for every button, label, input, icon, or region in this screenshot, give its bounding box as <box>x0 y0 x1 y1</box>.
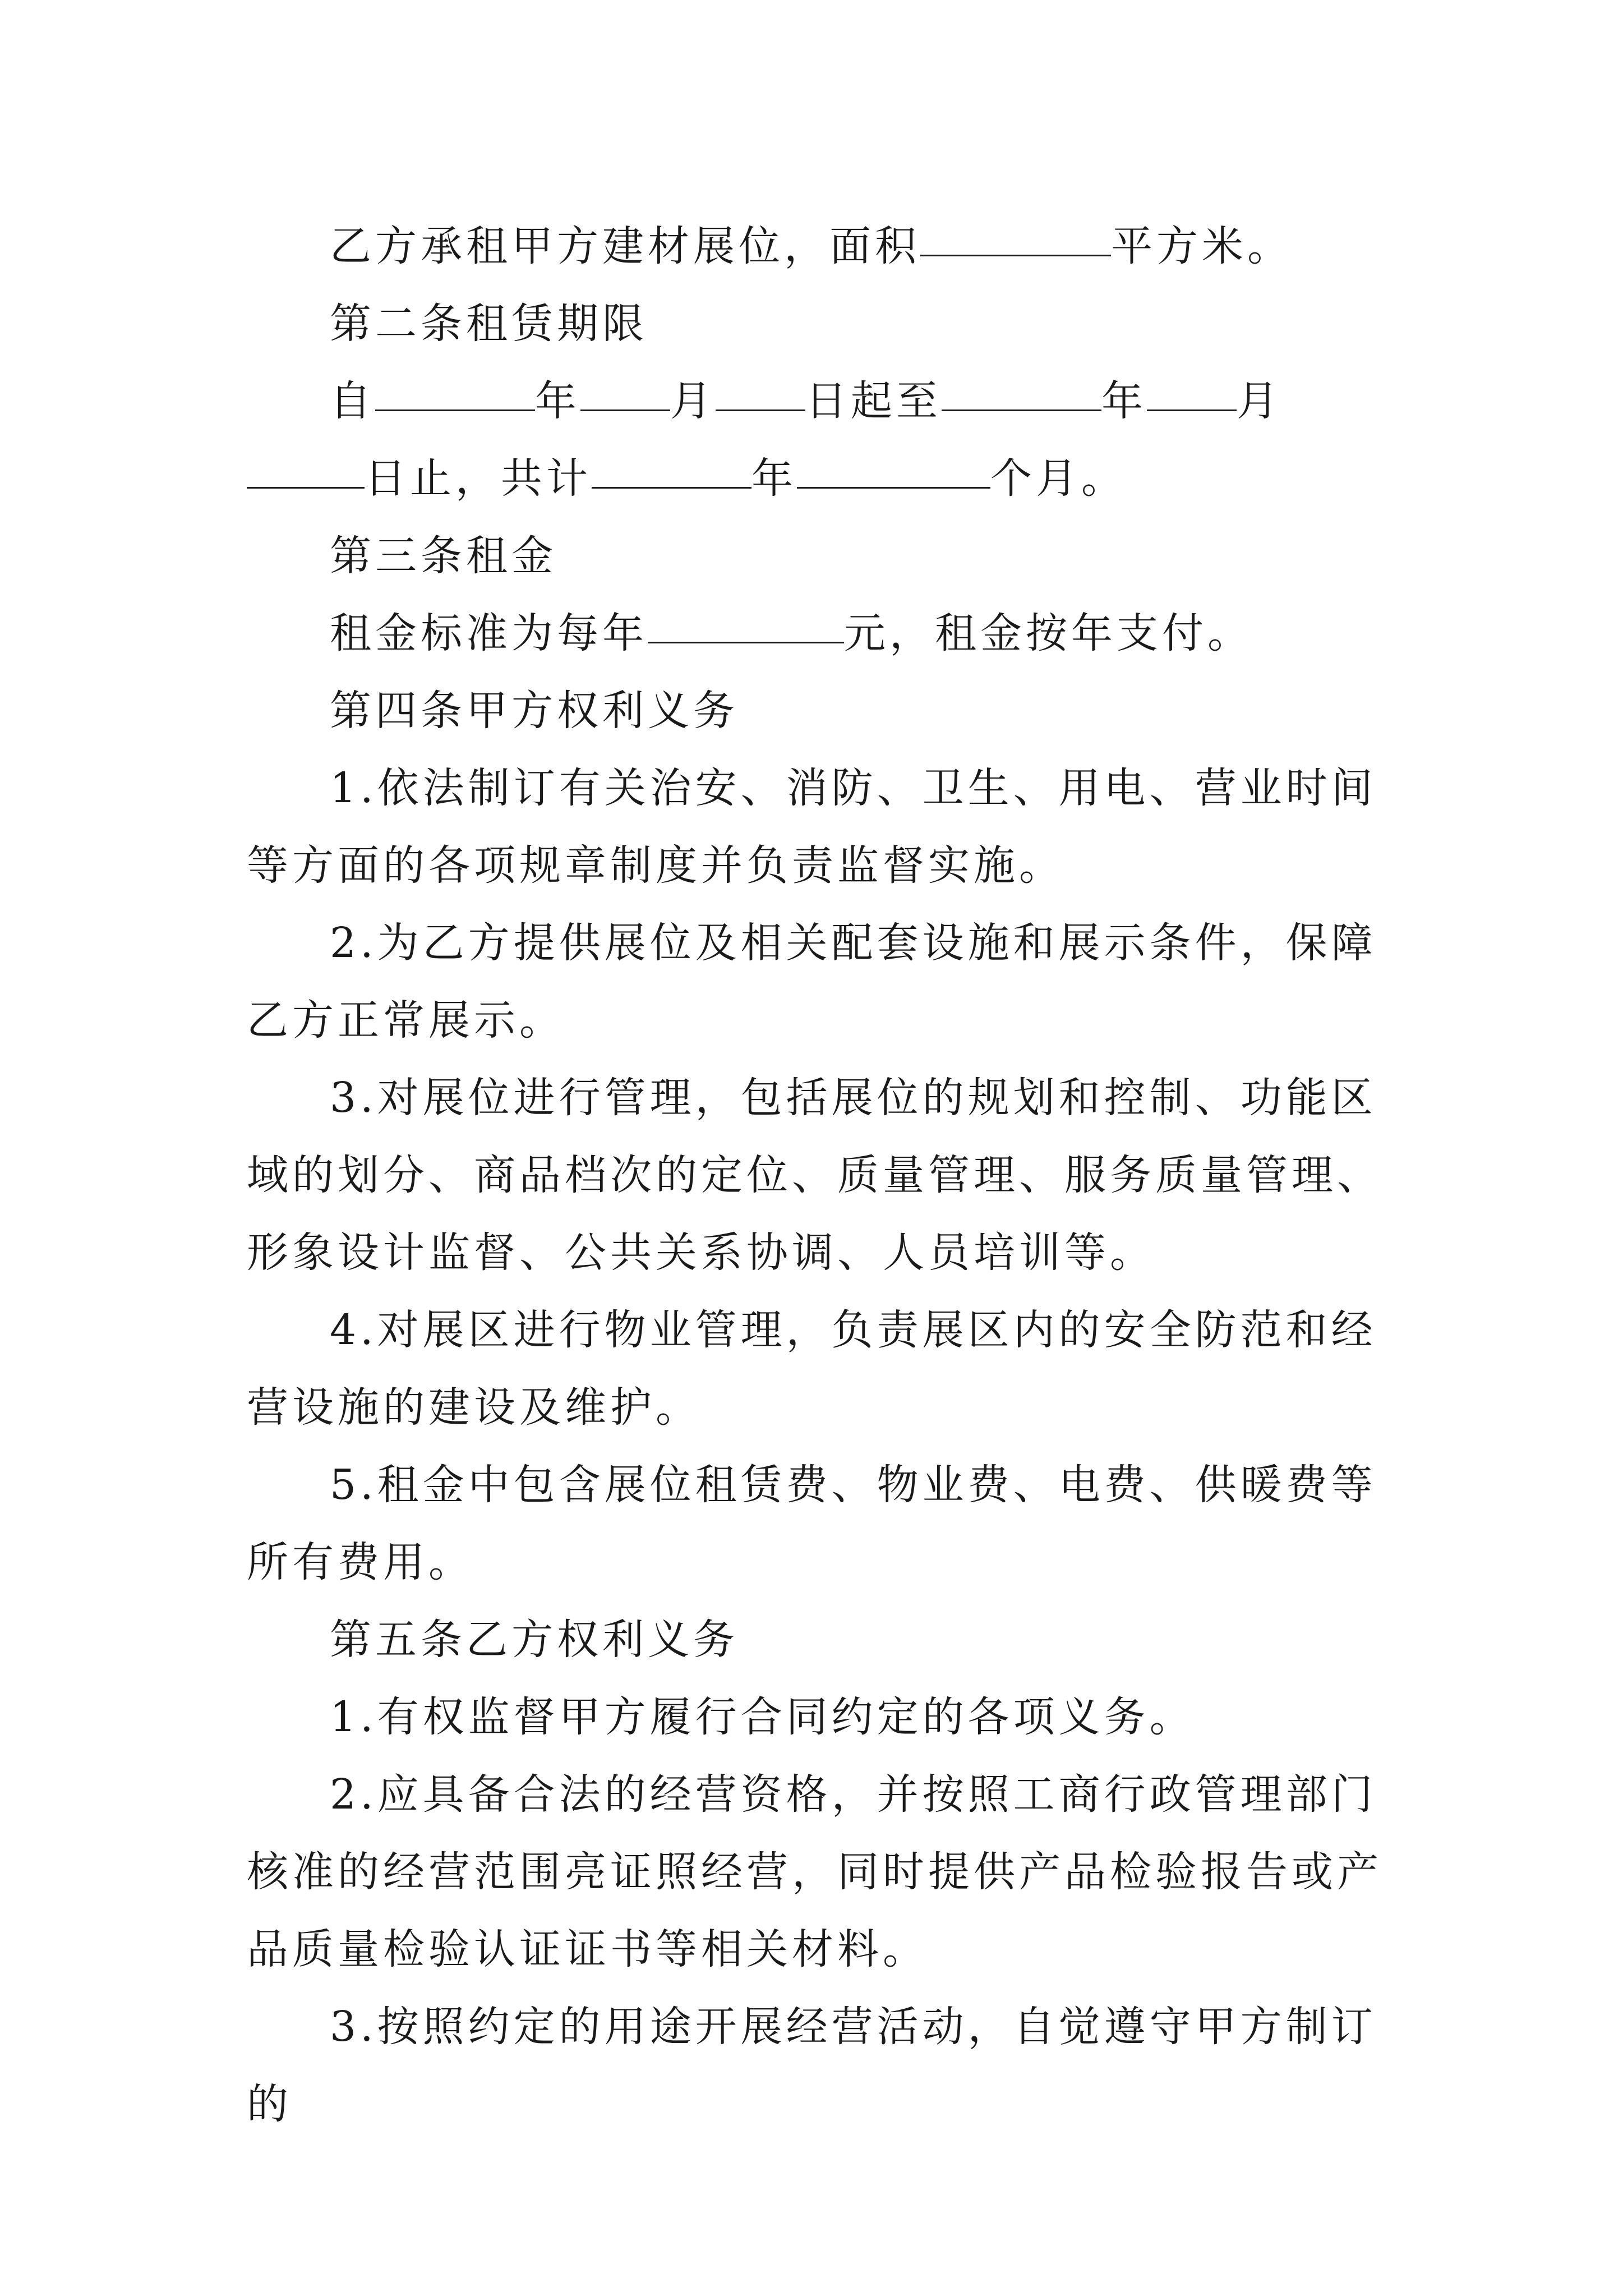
term-month-1: 月 <box>670 377 716 425</box>
rent-paragraph <box>247 595 1396 672</box>
term-from: 自 <box>330 377 375 425</box>
end-year-blank <box>942 409 1101 411</box>
article-5-title: 第五条乙方权利义务 <box>330 1616 739 1664</box>
article-4-item: 2.为乙方提供展位及相关配套设施和展示条件，保障乙方正常展示。 <box>247 919 1377 1045</box>
document-body <box>247 208 1396 2143</box>
start-day-blank <box>716 409 805 411</box>
article-3-title: 第三条租金 <box>330 532 557 580</box>
lease-area-text: 乙方承租甲方建材展位，面积 <box>330 222 920 270</box>
lease-term-paragraph <box>247 362 1396 517</box>
term-year-1: 年 <box>535 377 580 425</box>
start-year-blank <box>375 409 535 411</box>
lease-area-unit: 平方米。 <box>1111 222 1293 270</box>
total-month-blank <box>797 486 990 489</box>
end-day-blank <box>247 486 365 489</box>
article-5-item: 3.按照约定的用途开展经营活动，自觉遵守甲方制订的 <box>247 2003 1377 2128</box>
rent-amount-blank <box>648 641 844 643</box>
rent-payment-text: 元，租金按年支付。 <box>844 609 1253 657</box>
article-4-item: 1.依法制订有关治安、消防、卫生、用电、营业时间等方面的各项规章制度并负责监督实施。 <box>247 764 1377 890</box>
article-2-title: 第二条租赁期限 <box>330 300 648 348</box>
term-total-year: 年 <box>751 454 797 503</box>
article-4-item: 3.对展位进行管理，包括展位的规划和控制、功能区域的划分、商品档次的定位、质量管理、服务质量管理、形象设计监督、公共关系协调、人员培训等。 <box>247 1074 1382 1277</box>
term-to: 日起至 <box>805 377 942 425</box>
term-total: 日止，共计 <box>365 454 592 503</box>
article-5-item: 2.应具备合法的经营资格，并按照工商行政管理部门核准的经营范围亮证照经营，同时提供产品检验报告或产品质量检验认证证书等相关材料。 <box>247 1770 1382 1973</box>
article-4-item: 5.租金中包含展位租赁费、物业费、电费、供暖费等所有费用。 <box>247 1461 1377 1586</box>
term-total-month: 个月。 <box>990 454 1127 503</box>
area-blank <box>920 254 1111 256</box>
term-year-2: 年 <box>1101 377 1147 425</box>
term-month-2: 月 <box>1237 377 1282 425</box>
start-month-blank <box>580 409 670 411</box>
rent-text: 租金标准为每年 <box>330 609 648 657</box>
lease-area-paragraph <box>247 208 1396 285</box>
total-year-blank <box>592 486 751 489</box>
article-5-item: 1.有权监督甲方履行合同约定的各项义务。 <box>330 1693 1195 1741</box>
article-4-title: 第四条甲方权利义务 <box>330 687 739 735</box>
article-4-item: 4.对展区进行物业管理，负责展区内的安全防范和经营设施的建设及维护。 <box>247 1306 1377 1432</box>
end-month-blank <box>1147 409 1237 411</box>
